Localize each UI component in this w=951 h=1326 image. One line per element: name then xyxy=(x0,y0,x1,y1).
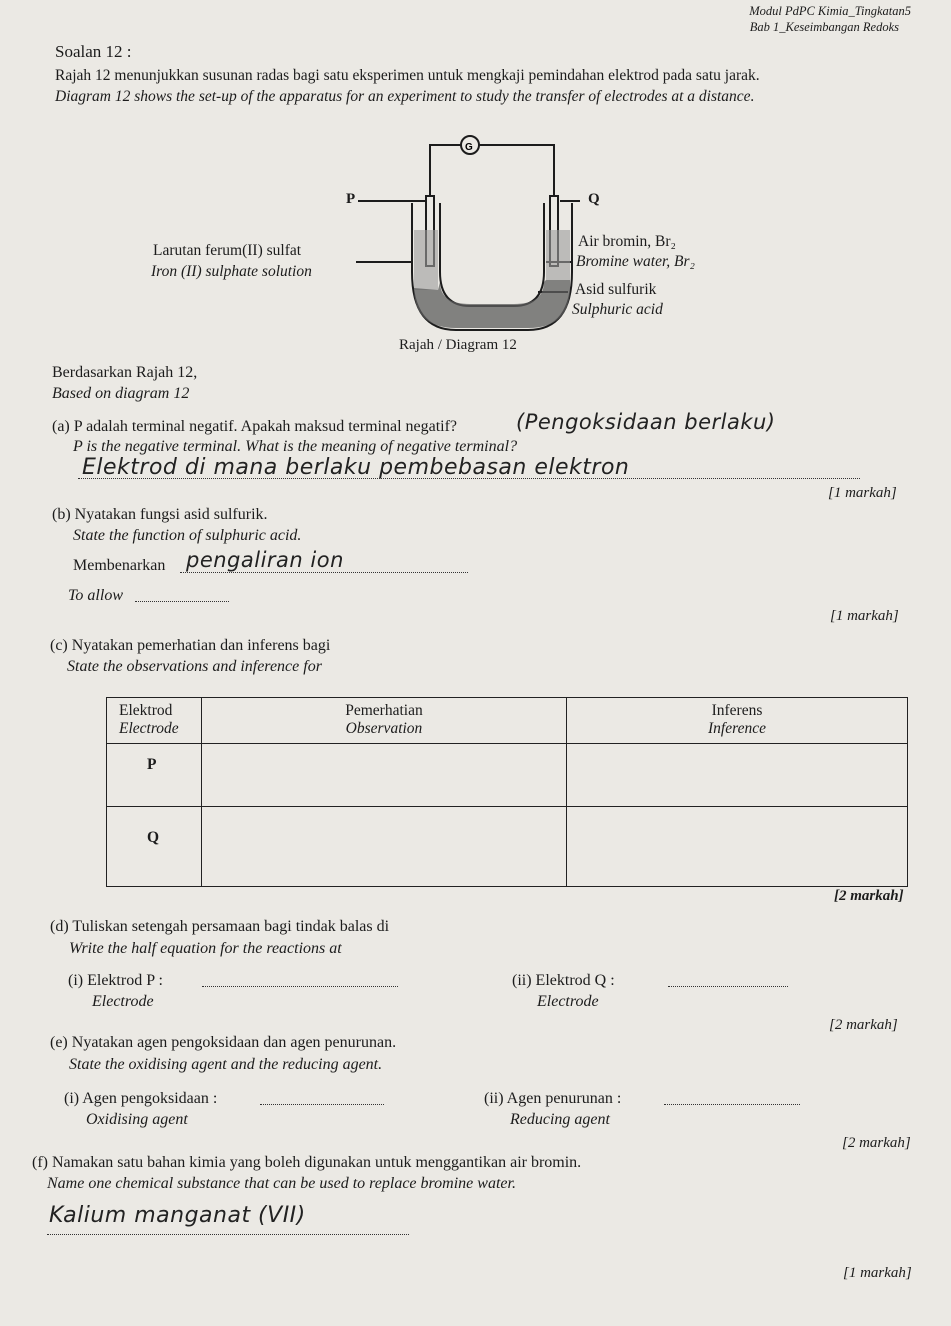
qb-prompt-en: To allow xyxy=(68,587,123,604)
circuit-wire xyxy=(430,145,554,200)
observation-table xyxy=(106,697,908,887)
qc-ms: (c) Nyatakan pemerhatian dan inferens bagi xyxy=(50,637,331,654)
label-p: P xyxy=(346,191,356,207)
question-number: Soalan 12 : xyxy=(55,42,132,61)
qe-marks: [2 markah] xyxy=(842,1135,911,1151)
col-electrode-en: Electrode xyxy=(119,720,179,737)
table-row xyxy=(107,806,908,886)
qb-prompt-ms: Membenarkan xyxy=(73,557,166,574)
qf-ms: (f) Namakan satu bahan kimia yang boleh digunakan untuk menggantikan air bromin. xyxy=(32,1154,582,1171)
based-on-en: Based on diagram 12 xyxy=(52,385,190,402)
right-top-en: Bromine water, Br₂ xyxy=(576,253,695,270)
qf-en: Name one chemical substance that can be used to replace bromine water. xyxy=(47,1175,516,1192)
qb-en: State the function of sulphuric acid. xyxy=(73,527,302,544)
qd-ii-ms: (ii) Elektrod Q : xyxy=(512,972,615,989)
module-title: Modul PdPC Kimia_Tingkatan5 xyxy=(749,4,911,18)
qe-ii-ms: (ii) Agen penurunan : xyxy=(484,1090,622,1107)
row-q-label: Q xyxy=(107,806,202,886)
row-p-inference[interactable] xyxy=(567,744,908,807)
qb-ms: (b) Nyatakan fungsi asid sulfurik. xyxy=(52,506,268,523)
galvanometer-label: G xyxy=(465,142,473,153)
qa-en: P is the negative terminal. What is the meaning of negative terminal? xyxy=(73,438,518,455)
qd-ii-line[interactable] xyxy=(668,986,788,987)
col-observation-ms: Pemerhatian xyxy=(345,702,423,719)
qd-i-line[interactable] xyxy=(202,986,398,987)
qb-en-line xyxy=(135,601,229,602)
qa-handwritten-note: (Pengoksidaan berlaku) xyxy=(516,410,776,434)
qf-answer: Kalium manganat (VII) xyxy=(49,1203,306,1228)
qe-i-en: Oxidising agent xyxy=(86,1111,188,1128)
col-electrode xyxy=(107,698,202,744)
qe-i-line[interactable] xyxy=(260,1104,384,1105)
qa-answer: Elektrod di mana berlaku pembebasan elektron xyxy=(82,455,630,480)
qc-marks: [2 markah] xyxy=(834,888,904,904)
label-q: Q xyxy=(588,191,600,207)
right-top-ms: Air bromin, Br₂ xyxy=(578,233,676,250)
col-electrode-ms: Elektrod xyxy=(119,702,173,719)
col-observation xyxy=(202,698,567,744)
intro-ms: Rajah 12 menunjukkan susunan radas bagi satu eksperimen untuk mengkaji pemindahan elektrod pada satu jarak. xyxy=(55,67,760,84)
qa-marks: [1 markah] xyxy=(828,485,897,501)
col-inference xyxy=(567,698,908,744)
qd-marks: [2 markah] xyxy=(829,1017,898,1033)
qe-ii-line[interactable] xyxy=(664,1104,800,1105)
right-bottom-en: Sulphuric acid xyxy=(572,301,663,318)
left-solution-ms: Larutan ferum(II) sulfat xyxy=(153,242,302,259)
qf-marks: [1 markah] xyxy=(843,1265,912,1281)
qd-ii-en: Electrode xyxy=(537,993,599,1010)
qd-en: Write the half equation for the reactions at xyxy=(69,940,342,957)
qa-ms: (a) P adalah terminal negatif. Apakah maksud terminal negatif? xyxy=(52,418,458,435)
right-bottom-ms: Asid sulfurik xyxy=(575,281,657,298)
intro-en: Diagram 12 shows the set-up of the apparatus for an experiment to study the transfer of electrodes at a distance. xyxy=(55,88,755,105)
col-inference-ms: Inferens xyxy=(711,702,763,719)
row-q-inference[interactable] xyxy=(567,806,908,886)
qd-i-ms: (i) Elektrod P : xyxy=(68,972,163,989)
chapter-title: Bab 1_Keseimbangan Redoks xyxy=(749,20,899,34)
row-p-label: P xyxy=(107,744,202,807)
row-p-observation[interactable] xyxy=(202,744,567,807)
qe-ii-en: Reducing agent xyxy=(510,1111,610,1128)
qe-i-ms: (i) Agen pengoksidaan : xyxy=(64,1090,218,1107)
row-q-observation[interactable] xyxy=(202,806,567,886)
left-solution-en: Iron (II) sulphate solution xyxy=(151,263,312,280)
diagram-caption: Rajah / Diagram 12 xyxy=(399,337,517,353)
table-row xyxy=(107,744,908,807)
qe-en: State the oxidising agent and the reducing agent. xyxy=(69,1056,383,1073)
qc-en: State the observations and inference for xyxy=(67,658,322,675)
qd-i-en: Electrode xyxy=(92,993,154,1010)
qb-answer-line xyxy=(180,572,468,573)
qb-answer: pengaliran ion xyxy=(186,548,344,572)
col-observation-en: Observation xyxy=(345,720,423,737)
col-inference-en: Inference xyxy=(708,720,766,737)
qb-marks: [1 markah] xyxy=(830,608,899,624)
table-header-row xyxy=(107,698,908,744)
apparatus-diagram xyxy=(0,0,951,360)
qe-ms: (e) Nyatakan agen pengoksidaan dan agen penurunan. xyxy=(50,1034,397,1051)
qd-ms: (d) Tuliskan setengah persamaan bagi tindak balas di xyxy=(50,918,390,935)
u-tube-inner xyxy=(440,203,544,306)
qf-answer-line xyxy=(47,1234,409,1235)
based-on-ms: Berdasarkan Rajah 12, xyxy=(52,364,198,381)
